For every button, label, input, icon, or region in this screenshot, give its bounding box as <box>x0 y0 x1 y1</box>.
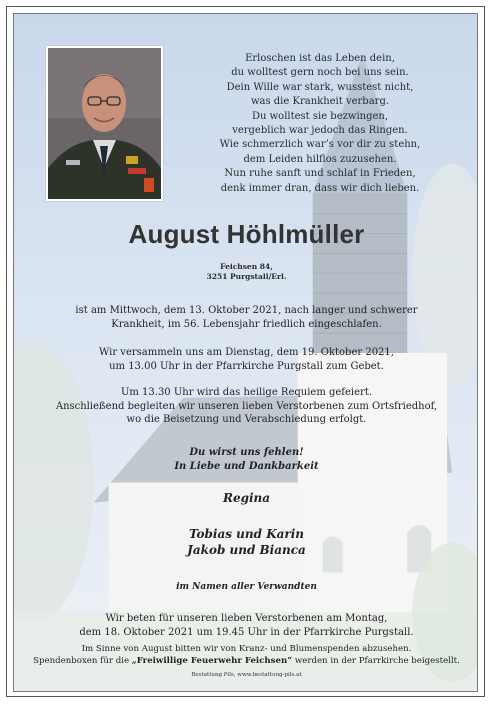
family-spouse: Regina <box>222 491 271 505</box>
poem-line: du wolltest gern noch bei uns sein. <box>231 67 409 79</box>
address-line: 3251 Purgstall/Erl. <box>206 272 287 281</box>
deceased-name: August Höhlmüller <box>128 219 365 249</box>
poem-line: dem Leiden hilflos zuzusehen. <box>243 153 397 165</box>
poem-line: was die Krankheit verbarg. <box>250 96 390 108</box>
portrait-image <box>48 48 161 199</box>
prayer-gathering <box>14 346 478 373</box>
poem-line: denk immer dran, dass wir dich lieben. <box>220 182 420 194</box>
poem <box>174 52 466 196</box>
text-segment: Spendenboxen für die <box>33 655 132 666</box>
text-line <box>14 656 478 668</box>
text-segment: werden in der Pfarrkirche beigestellt. <box>292 655 460 666</box>
text-line: ist am Mittwoch, dem 13. Oktober 2021, nach langer und schwerer <box>75 305 418 316</box>
family-children-2: Jakob und Bianca <box>187 543 306 557</box>
family-children-1: Tobias und Karin <box>188 527 305 541</box>
text-line: um 13.00 Uhr in der Pfarrkirche Purgstall zum Gebet. <box>109 360 384 372</box>
notice-card <box>13 13 478 692</box>
poem-line: Erloschen ist das Leben dein, <box>245 53 395 64</box>
portrait-photo <box>46 46 163 201</box>
funeral-home-credit: Bestattung Pils, www.bestattung-pils.at <box>191 672 302 678</box>
relatives: im Namen aller Verwandten <box>176 582 317 592</box>
donation-note <box>14 644 478 667</box>
poem-line: Nun ruhe sanft und schlaf in Frieden, <box>224 168 416 180</box>
requiem-info <box>14 386 478 427</box>
text-line: In Liebe und Dankbarkeit <box>174 460 319 472</box>
poem-line: Dein Wille war stark, wusstest nicht, <box>226 81 414 93</box>
address <box>14 262 478 282</box>
text-line: Wir beten für unseren lieben Verstorbenen am Montag, <box>105 613 388 624</box>
fire-brigade-name: „Freiwillige Feuerwehr Feichsen“ <box>131 655 293 666</box>
text-line: Um 13.30 Uhr wird das heilige Requiem gefeiert. <box>120 387 373 398</box>
address-line: Feichsen 84, <box>220 262 273 271</box>
text-line: Du wirst uns fehlen! <box>189 447 304 458</box>
text-line: Anschließend begleiten wir unseren lieben Verstorbenen zum Ortsfriedhof, <box>55 400 438 412</box>
poem-line: vergeblich war jedoch das Ringen. <box>232 125 408 137</box>
death-notice <box>14 304 478 331</box>
farewell <box>14 446 478 473</box>
text-line: Krankheit, im 56. Lebensjahr friedlich eingeschlafen. <box>111 318 382 330</box>
poem-line: Wie schmerzlich war’s vor dir zu stehn, <box>219 139 421 151</box>
text-line: dem 18. Oktober 2021 um 19.45 Uhr in der Pfarrkirche Purgstall. <box>79 626 414 638</box>
text-line: wo die Beisetzung und Verabschiedung erfolgt. <box>126 414 367 425</box>
evening-prayer <box>14 612 478 639</box>
text-line: Wir versammeln uns am Dienstag, dem 19. Oktober 2021, <box>99 347 394 358</box>
text-line: Im Sinne von August bitten wir von Kranz- und Blumenspenden abzusehen. <box>81 644 412 654</box>
poem-line: Du wolltest sie bezwingen, <box>251 110 389 122</box>
